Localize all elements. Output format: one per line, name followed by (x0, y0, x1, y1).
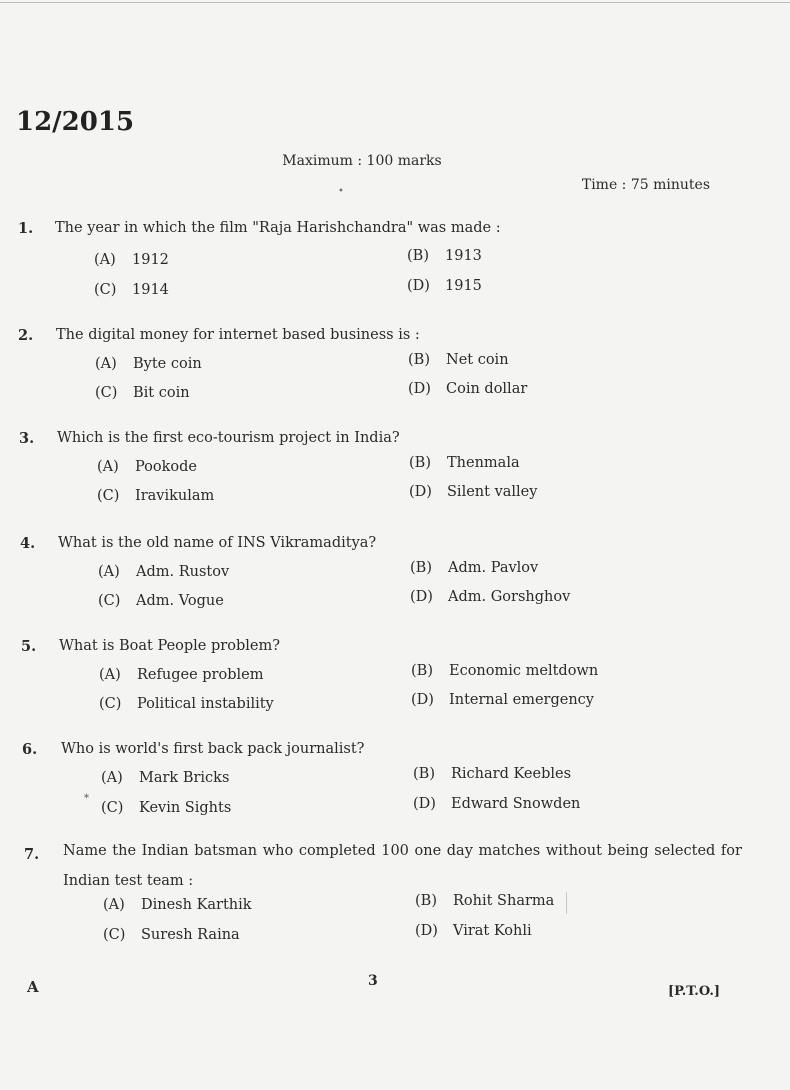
option-text: Net coin (446, 352, 509, 368)
option-text: Silent valley (447, 484, 538, 500)
option-text: Mark Bricks (139, 770, 230, 786)
option-text: Refugee problem (137, 667, 264, 683)
option-text: Political instability (137, 696, 274, 712)
top-edge-divider (0, 2, 790, 3)
option-label: (C) (99, 696, 122, 712)
option-label: (B) (413, 766, 435, 782)
option-label: (C) (101, 800, 124, 816)
option-text: Economic meltdown (449, 663, 599, 679)
option-b (408, 352, 509, 368)
option-label: (D) (411, 692, 434, 708)
option-b (409, 455, 520, 471)
option-label: (A) (101, 770, 123, 786)
option-d (408, 381, 527, 397)
option-c (97, 488, 214, 504)
option-label: (A) (99, 667, 121, 683)
option-text: Pookode (135, 459, 198, 475)
option-label: (B) (407, 248, 429, 264)
option-text: Coin dollar (446, 381, 528, 397)
option-label: (A) (95, 356, 117, 372)
option-d (413, 796, 580, 812)
option-text: Kevin Sights (139, 800, 232, 816)
option-b (415, 893, 554, 909)
option-text: Suresh Raina (141, 927, 240, 943)
option-label: (D) (408, 381, 431, 397)
option-text: Adm. Rustov (136, 564, 230, 580)
option-text: Byte coin (133, 356, 202, 372)
stray-dot-mark: • (338, 186, 344, 197)
option-text: Iravikulam (135, 488, 215, 504)
option-label: (C) (97, 488, 120, 504)
question-text-line-1: Name the Indian batsman who completed 100 one day matches without being selected for (63, 843, 742, 859)
option-label: (B) (415, 893, 437, 909)
option-label: (C) (103, 927, 126, 943)
question-text: What is the old name of INS Vikramaditya? (58, 535, 377, 551)
option-label: (D) (410, 589, 433, 605)
option-text: Richard Keebles (451, 766, 572, 782)
option-label: (A) (94, 252, 116, 268)
option-label: (D) (415, 923, 438, 939)
option-text: Dinesh Karthik (141, 897, 252, 913)
option-text: Adm. Gorshghov (448, 589, 571, 605)
option-text: 1912 (132, 252, 169, 268)
question-text: The year in which the film "Raja Harishchandra" was made : (55, 220, 501, 236)
series-code: A (27, 978, 39, 996)
question-text: Who is world's first back pack journalist? (61, 741, 365, 757)
option-c (99, 696, 274, 712)
option-label: (D) (413, 796, 436, 812)
option-text: Virat Kohli (453, 923, 532, 939)
option-a (97, 459, 197, 475)
exam-page: 12/2015 Maximum : 100 marks • Time : 75 minutes 1. The year in which the film "Raja Harishchandra" was made : (A) 1912 (B) 1913 (C) 1914 (D) 1915 2. The digital money for internet based business is : (A) Byte coin (B) Net coin (C) Bit coin (D) Coin dollar 3. Which is the first eco-tourism project in India? (A) Pookode (B) Thenmala (C) Iravikulam (D) Silent valley 4. What is the old name of INS Vikramaditya? (A) Adm. Rustov (B) Adm. Pavlov (C) Adm. Vogue (D) Adm. Gorshghov 5. What is Boat People problem? (A) Refugee problem (B) Economic meltdown (C) Political instability (D) Internal emergency 6. Who is world's first back pack journalist? (A) Mark Bricks (B) Richard Keebles * (C) Kevin Sights (D) Edward Snowden 7. Name the Indian batsman who completed 100 one day matches without being selected for Indian test team : (A) Dinesh Karthik (B) Rohit Sharma (C) Suresh Raina (D) Virat Kohli A 3 [P.T.O.] (0, 0, 790, 1090)
option-text: Adm. Pavlov (448, 560, 539, 576)
option-a (94, 252, 169, 268)
option-text: 1913 (445, 248, 482, 264)
question-text-line-2: Indian test team : (63, 873, 194, 889)
please-turn-over: [P.T.O.] (668, 984, 721, 999)
option-text: Rohit Sharma (453, 893, 555, 909)
option-a (99, 667, 263, 683)
option-label: (B) (410, 560, 432, 576)
option-text: Thenmala (447, 455, 520, 471)
option-text: 1915 (445, 278, 482, 294)
option-label: (A) (98, 564, 120, 580)
option-c (101, 800, 231, 816)
option-a (103, 897, 252, 913)
option-text: 1914 (132, 282, 169, 298)
option-label: (D) (407, 278, 430, 294)
maximum-marks: Maximum : 100 marks (282, 153, 442, 169)
time-limit: Time : 75 minutes (581, 177, 710, 193)
question-text: The digital money for internet based business is : (56, 327, 420, 343)
option-b (411, 663, 598, 679)
option-text: Adm. Vogue (136, 593, 224, 609)
option-a (101, 770, 229, 786)
option-d (411, 692, 594, 708)
question-text: Which is the first eco-tourism project in India? (57, 430, 400, 446)
option-text: Edward Snowden (451, 796, 581, 812)
faint-vertical-mark (566, 892, 567, 914)
option-b (407, 248, 482, 264)
option-d (410, 589, 570, 605)
option-b (413, 766, 571, 782)
option-label: (A) (97, 459, 119, 475)
option-b (410, 560, 538, 576)
option-d (407, 278, 482, 294)
option-text: Bit coin (133, 385, 190, 401)
option-c (95, 385, 190, 401)
option-label: (C) (95, 385, 118, 401)
question-text: What is Boat People problem? (59, 638, 280, 654)
option-c (98, 593, 224, 609)
option-a (98, 564, 229, 580)
option-label: (B) (411, 663, 433, 679)
option-label: (B) (408, 352, 430, 368)
paper-code: 12/2015 (16, 107, 135, 137)
option-c (103, 927, 240, 943)
stray-pen-mark: * (84, 793, 89, 804)
option-label: (B) (409, 455, 431, 471)
option-label: (D) (409, 484, 432, 500)
option-c (94, 282, 169, 298)
option-a (95, 356, 202, 372)
option-label: (C) (98, 593, 121, 609)
page-number: 3 (368, 973, 378, 989)
option-text: Internal emergency (449, 692, 594, 708)
option-d (409, 484, 537, 500)
option-label: (C) (94, 282, 117, 298)
option-label: (A) (103, 897, 125, 913)
option-d (415, 923, 532, 939)
